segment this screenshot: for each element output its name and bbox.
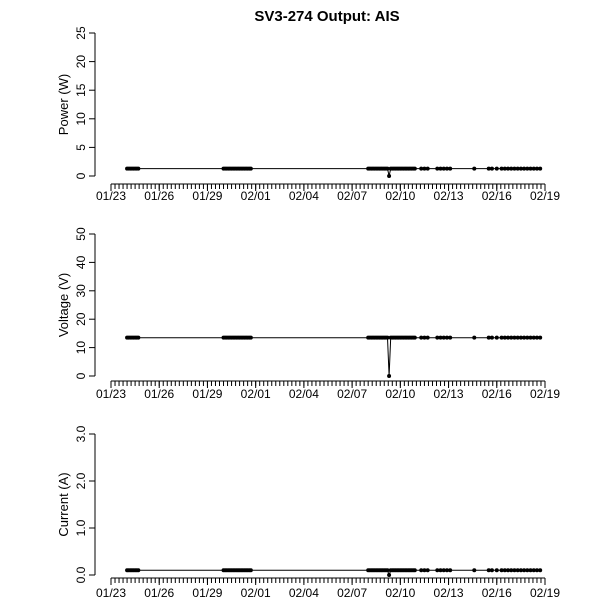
x-tick-label: 02/13 bbox=[433, 387, 464, 401]
data-point bbox=[490, 167, 494, 171]
data-point bbox=[249, 336, 253, 340]
x-tick-label: 02/10 bbox=[385, 586, 416, 600]
x-tick-label: 01/23 bbox=[95, 189, 127, 203]
y-tick-label: 3.0 bbox=[74, 425, 88, 443]
x-tick-label: 02/04 bbox=[288, 189, 319, 203]
x-tick-label: 02/01 bbox=[240, 387, 271, 401]
x-tick-label: 01/26 bbox=[144, 387, 175, 401]
y-tick-label: 10 bbox=[74, 340, 88, 355]
data-point bbox=[387, 374, 391, 378]
y-tick-label: 40 bbox=[74, 255, 88, 270]
y-axis-title: Power (W) bbox=[56, 73, 71, 136]
data-point bbox=[426, 336, 430, 340]
x-tick-label: 01/29 bbox=[192, 586, 223, 600]
data-point bbox=[472, 336, 476, 340]
x-tick-label: 01/23 bbox=[95, 586, 127, 600]
x-tick-label: 01/23 bbox=[95, 387, 127, 401]
x-tick-label: 02/04 bbox=[288, 586, 319, 600]
series-line-1 bbox=[127, 338, 540, 376]
x-tick-label: 02/19 bbox=[529, 586, 561, 600]
data-point bbox=[387, 573, 391, 577]
x-tick-label: 01/26 bbox=[144, 189, 175, 203]
chart-panel-2 bbox=[56, 227, 560, 401]
data-point bbox=[136, 167, 140, 171]
data-point bbox=[538, 336, 542, 340]
data-point bbox=[472, 167, 476, 171]
data-point bbox=[490, 568, 494, 572]
x-tick-label: 02/07 bbox=[337, 387, 368, 401]
x-tick-label: 02/19 bbox=[529, 387, 561, 401]
x-tick-label: 01/29 bbox=[192, 189, 223, 203]
data-point bbox=[426, 568, 430, 572]
y-tick-label: 30 bbox=[74, 284, 88, 298]
data-point bbox=[413, 336, 417, 340]
data-point bbox=[413, 568, 417, 572]
x-tick-label: 02/10 bbox=[385, 189, 416, 203]
x-tick-label: 01/26 bbox=[144, 586, 175, 600]
data-point bbox=[136, 568, 140, 572]
chart-panel-1 bbox=[56, 26, 560, 203]
chart-title: SV3-274 Output: AIS bbox=[254, 8, 400, 25]
y-axis-title: Voltage (V) bbox=[56, 272, 71, 338]
y-tick-label: 20 bbox=[74, 54, 88, 69]
x-tick-label: 02/13 bbox=[433, 189, 464, 203]
data-point bbox=[136, 336, 140, 340]
series-line-1 bbox=[127, 570, 540, 575]
data-point bbox=[495, 568, 499, 572]
y-tick-label: 15 bbox=[74, 83, 88, 97]
data-point bbox=[495, 336, 499, 340]
x-tick-label: 01/29 bbox=[192, 387, 223, 401]
data-point bbox=[413, 167, 417, 171]
data-point bbox=[495, 167, 499, 171]
y-tick-label: 10 bbox=[74, 112, 88, 126]
data-point bbox=[387, 174, 391, 178]
x-tick-label: 02/16 bbox=[481, 189, 512, 203]
data-point bbox=[490, 336, 494, 340]
x-tick-label: 02/01 bbox=[240, 189, 271, 203]
y-tick-label: 50 bbox=[74, 227, 88, 241]
x-tick-label: 02/07 bbox=[337, 586, 368, 600]
data-point bbox=[448, 336, 452, 340]
y-tick-label: 20 bbox=[74, 312, 88, 326]
y-tick-label: 5 bbox=[74, 144, 88, 151]
data-point bbox=[448, 167, 452, 171]
x-tick-label: 02/16 bbox=[481, 387, 512, 401]
x-tick-label: 02/16 bbox=[481, 586, 512, 600]
series-line-1 bbox=[127, 169, 540, 176]
y-tick-label: 0 bbox=[74, 172, 88, 180]
x-tick-label: 02/01 bbox=[240, 586, 271, 600]
x-tick-label: 02/13 bbox=[433, 586, 464, 600]
data-point bbox=[538, 568, 542, 572]
x-tick-label: 02/10 bbox=[385, 387, 416, 401]
data-point bbox=[448, 568, 452, 572]
y-tick-label: 1.0 bbox=[74, 519, 88, 537]
y-tick-label: 0 bbox=[74, 372, 88, 380]
x-tick-label: 02/07 bbox=[337, 189, 368, 203]
data-point bbox=[472, 568, 476, 572]
y-tick-label: 2.0 bbox=[74, 472, 88, 490]
x-tick-label: 02/19 bbox=[529, 189, 561, 203]
data-point bbox=[538, 167, 542, 171]
chart-panel-3 bbox=[56, 425, 560, 600]
y-axis-title: Current (A) bbox=[56, 472, 71, 537]
chart-panels bbox=[56, 26, 560, 600]
y-tick-label: 0.0 bbox=[74, 566, 88, 584]
y-tick-label: 25 bbox=[74, 26, 88, 40]
data-point bbox=[249, 167, 253, 171]
data-point bbox=[426, 167, 430, 171]
data-point bbox=[249, 568, 253, 572]
x-tick-label: 02/04 bbox=[288, 387, 319, 401]
